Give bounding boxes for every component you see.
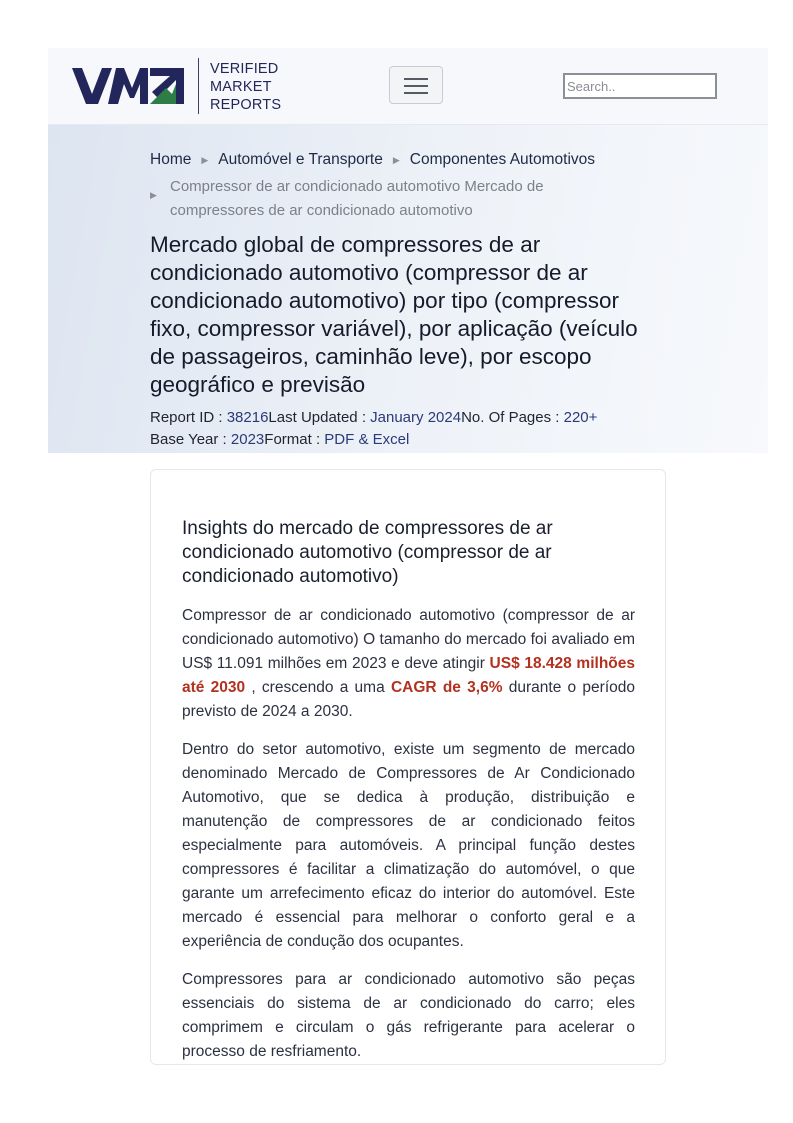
base-year-value: 2023 (230, 431, 265, 448)
breadcrumb-home[interactable]: Home (150, 151, 192, 168)
insights-paragraph-2: Dentro do setor automotivo, existe um segmento de mercado denominado Mercado de Compressores de Ar Condicionado Automotivo, que se dedica à produção, distribuição e manutenção de compressores de ar condicionado feitos especialmente para automóveis. A principal função destes compressores é facilitar a climatização do automóvel, o que garante um arrefecimento eficaz do interior do automóvel. Este mercado é essencial para melhorar o conforto geral e a experiência de condução dos ocupantes. (182, 741, 635, 950)
site-header (48, 48, 768, 125)
page-title: Mercado global de compressores de ar condicionado automotivo (compressor de ar condicionado automotivo) por tipo (compressor fixo, compressor variável), por aplicação (veículo de passageiros, caminhão leve), por escopo geográfico e previsão (150, 232, 638, 397)
pages-label: No. Of Pages : (461, 409, 564, 426)
breadcrumb-automotive-transport[interactable]: Automóvel e Transporte (218, 151, 383, 168)
logo-divider (198, 58, 199, 114)
breadcrumb-current: Compressor de ar condicionado automotivo Mercado de compressores de ar condicionado automotivo (170, 178, 544, 219)
page-frame (48, 48, 768, 453)
hamburger-icon-line-3 (404, 92, 428, 94)
logo-word-2: MARKET (210, 79, 272, 95)
insights-card (150, 469, 666, 1065)
p1-text-c: durante o período previsto de 2024 a 2030. (182, 679, 635, 720)
market-size-highlight: US$ 18.428 milhões até 2030 (182, 655, 635, 696)
logo-word-3: REPORTS (210, 97, 282, 113)
report-hero (48, 125, 768, 453)
insights-paragraph-1 (182, 604, 635, 724)
base-year-label: Base Year : (150, 431, 231, 448)
chevron-right-icon: ▶ (392, 154, 400, 165)
chevron-right-icon: ▶ (150, 190, 157, 200)
p1-text-b: , crescendo a uma (245, 679, 391, 696)
pages-value: 220+ (563, 409, 598, 426)
report-id-label: Report ID : (150, 409, 227, 426)
logo-wordmark[interactable] (210, 60, 281, 114)
chevron-right-icon: ▶ (201, 154, 209, 165)
report-id-value: 38216 (226, 409, 269, 426)
hamburger-icon (404, 78, 428, 80)
format-label: Format : (264, 431, 325, 448)
cagr-highlight: CAGR de 3,6% (390, 679, 503, 696)
search-input[interactable] (563, 73, 717, 99)
logo-word-1: VERIFIED (210, 61, 279, 77)
insights-heading: Insights do mercado de compressores de ar condicionado automotivo (compressor de ar condicionado automotivo) (182, 518, 553, 587)
breadcrumb (150, 151, 610, 223)
insights-paragraph-3: Compressores para ar condicionado automotivo são peças essenciais do sistema de ar condicionado do carro; eles comprimem e circulam o gás refrigerante para acelerar o processo de resfriamento. (182, 971, 635, 1060)
p1-text-a: Compressor de ar condicionado automotivo (compressor de ar condicionado automotivo) O tamanho do mercado foi avaliado em US$ 11.091 milhões em 2023 e deve atingir (182, 607, 635, 672)
menu-toggle-button[interactable] (389, 66, 443, 104)
vmr-logo-icon[interactable] (72, 66, 184, 106)
insights-body (182, 604, 635, 1065)
last-updated-value: January 2024 (370, 409, 462, 426)
report-meta (150, 407, 597, 451)
format-value: PDF & Excel (324, 431, 410, 448)
last-updated-label: Last Updated : (268, 409, 371, 426)
breadcrumb-automotive-components[interactable]: Componentes Automotivos (409, 151, 596, 168)
hamburger-icon-line-2 (404, 85, 428, 87)
